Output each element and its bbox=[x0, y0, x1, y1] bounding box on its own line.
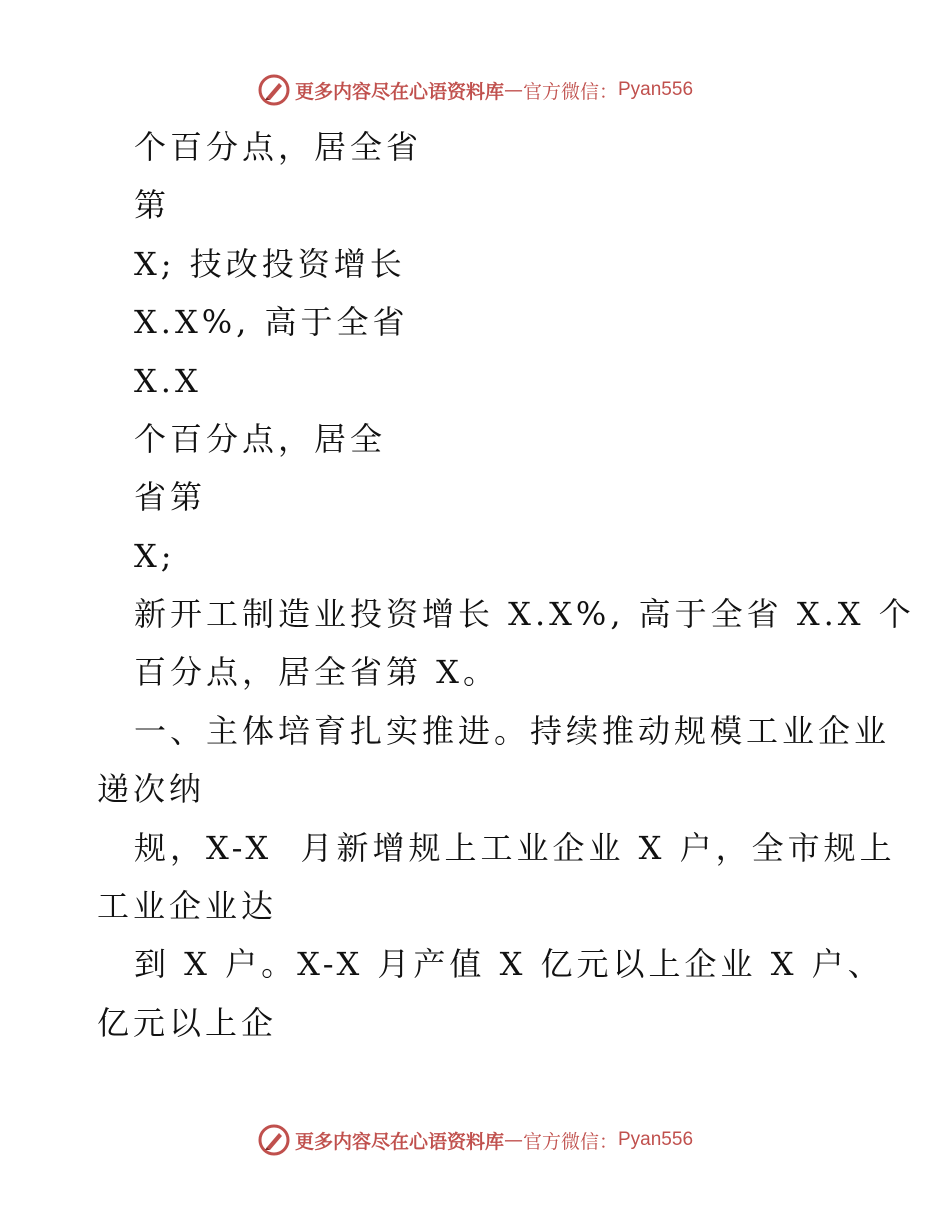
body-line: 个百分点，居全省 bbox=[134, 128, 423, 166]
banner-wechat-id: Pyan556 bbox=[618, 1129, 694, 1150]
body-line: 个百分点，居全 bbox=[134, 420, 387, 458]
body-line: X.X bbox=[134, 362, 202, 400]
body-line: 省第 bbox=[134, 478, 207, 516]
body-line: 百分点，居全省第 X。 bbox=[134, 653, 499, 691]
body-line: 递次纳 bbox=[97, 770, 206, 808]
banner-main-text: 更多内容尽在心语资料库 bbox=[294, 1130, 504, 1153]
banner-wechat-label: 官方微信： bbox=[522, 1130, 618, 1153]
banner-main-text: 更多内容尽在心语资料库 bbox=[294, 80, 504, 103]
body-line: X; bbox=[134, 537, 176, 575]
banner-wechat-label: 官方微信： bbox=[522, 80, 618, 103]
banner-separator: — bbox=[503, 1129, 523, 1151]
banner-wechat-id: Pyan556 bbox=[618, 79, 694, 100]
body-line: X.X%, 高于全省 bbox=[134, 303, 409, 341]
body-line: 到 X 户。X-X 月产值 X 亿元以上企业 X 户、 bbox=[134, 945, 884, 983]
body-line: 工业企业达 bbox=[97, 887, 278, 925]
body-line: 第 bbox=[134, 186, 171, 224]
pen-nib-logo-icon bbox=[257, 1123, 291, 1157]
body-line: 新开工制造业投资增长 X.X%, 高于全省 X.X 个 bbox=[134, 595, 915, 633]
body-line: X; 技改投资增长 bbox=[134, 245, 406, 283]
banner-separator: — bbox=[503, 79, 523, 101]
body-line: 亿元以上企 bbox=[97, 1004, 278, 1042]
body-line: 规，X-X 月新增规上工业企业 X 户，全市规上 bbox=[134, 829, 896, 867]
footer-banner bbox=[0, 1122, 950, 1158]
body-line: 一、主体培育扎实推进。持续推动规模工业企业 bbox=[134, 712, 891, 750]
